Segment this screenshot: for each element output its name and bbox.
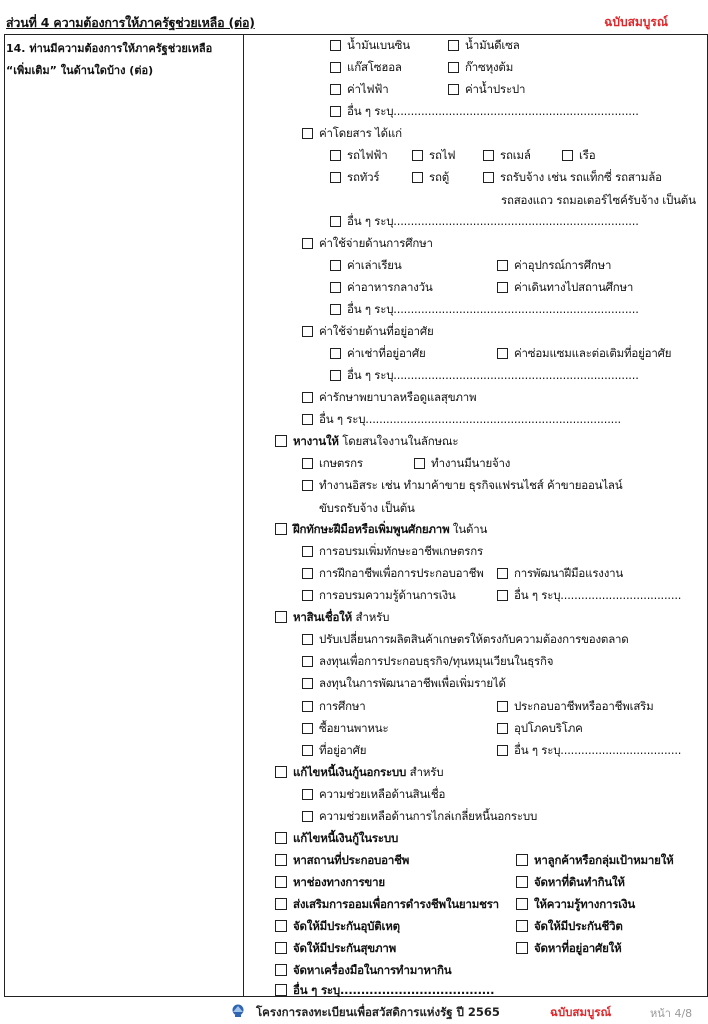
option-label: จัดหาที่ดินทำกินให้	[534, 874, 625, 889]
option-housing-expenses[interactable]	[302, 322, 434, 340]
option-health-insurance[interactable]	[275, 939, 396, 957]
option-label: จัดให้มีประกันสุขภาพ	[293, 940, 396, 955]
option-agri-training[interactable]	[302, 542, 483, 560]
option-electricity[interactable]	[330, 80, 388, 98]
option-farmer[interactable]	[302, 454, 363, 472]
option-appliances[interactable]	[497, 719, 583, 737]
checkbox[interactable]	[275, 854, 287, 866]
option-label: อื่น ๆ ระบุ...................................	[514, 742, 682, 757]
checkbox[interactable]	[275, 523, 287, 535]
checkbox[interactable]	[497, 260, 508, 271]
checkbox[interactable]	[302, 634, 313, 645]
option-side-job[interactable]	[497, 697, 654, 715]
option-label: ลงทุนเพื่อการประกอบธุรกิจ/ทุนหมุนเวียนในธุรกิจ	[319, 653, 554, 668]
option-label: การอบรมความรู้ด้านการเงิน	[319, 587, 456, 602]
checkbox[interactable]	[302, 480, 313, 491]
option-label: อื่น ๆ ระบุ.......................................................................	[347, 367, 639, 382]
checkbox[interactable]	[302, 789, 313, 800]
freelance-continued: ขับรถรับจ้าง เป็นต้น	[319, 501, 415, 515]
option-transport-fare[interactable]	[302, 124, 402, 142]
option-label: การพัฒนาฝีมือแรงงาน	[514, 565, 624, 580]
checkbox[interactable]	[275, 898, 287, 910]
checkbox[interactable]	[275, 876, 287, 888]
question-line-2: “เพิ่มเติม” ในด้านใดบ้าง (ต่อ)	[6, 64, 154, 77]
option-tuition[interactable]	[330, 256, 402, 274]
option-job-find[interactable]	[275, 432, 458, 450]
option-freelance[interactable]	[302, 476, 622, 494]
option-employee[interactable]	[414, 454, 510, 472]
government-seal-icon	[230, 1003, 246, 1019]
final-version-badge: ฉบับสมบูรณ์	[604, 15, 668, 29]
checkbox[interactable]	[483, 150, 494, 161]
option-workplace[interactable]	[275, 851, 409, 869]
option-sales-channel[interactable]	[275, 873, 385, 891]
option-label: จัดหาที่อยู่อาศัยให้	[534, 940, 622, 955]
checkbox[interactable]	[302, 458, 313, 469]
option-label: ค่าโดยสาร ได้แก่	[319, 125, 402, 140]
option-rent[interactable]	[330, 344, 426, 362]
option-label: ค่าเล่าเรียน	[347, 257, 402, 272]
checkbox[interactable]	[302, 723, 313, 734]
option-label-suffix: สำหรับ	[409, 764, 444, 779]
option-label: การอบรมเพิ่มทักษะอาชีพเกษตรกร	[319, 543, 483, 558]
checkbox[interactable]	[302, 238, 313, 249]
checkbox[interactable]	[330, 370, 341, 381]
option-medical[interactable]	[302, 388, 476, 406]
option-life-insurance[interactable]	[516, 917, 623, 935]
option-diesel[interactable]	[448, 36, 520, 54]
option-housing-provide[interactable]	[516, 939, 621, 957]
checkbox[interactable]	[275, 611, 287, 623]
option-label: หาสถานที่ประกอบอาชีพ	[293, 852, 410, 867]
option-informal-debt[interactable]	[275, 763, 443, 781]
checkbox[interactable]	[275, 964, 287, 976]
option-label: อื่น ๆ ระบุ.......................................................................	[347, 213, 639, 228]
footer-final-badge: ฉบับสมบูรณ์	[550, 1005, 612, 1019]
checkbox[interactable]	[330, 282, 341, 293]
checkbox[interactable]	[448, 62, 459, 73]
option-study-equipment[interactable]	[497, 256, 611, 274]
option-label: ก๊าซหุงต้ม	[465, 59, 514, 74]
option-label: ทำงานมีนายจ้าง	[431, 455, 511, 470]
checkbox[interactable]	[302, 811, 313, 822]
option-cost-other[interactable]	[302, 410, 621, 428]
option-label: ความช่วยเหลือด้านสินเชื่อ	[319, 786, 446, 801]
option-boat[interactable]	[562, 146, 595, 164]
option-label: ค่าอาหารกลางวัน	[347, 279, 433, 294]
option-label: ค่าซ่อมแซมและต่อเติมที่อยู่อาศัย	[514, 345, 672, 360]
option-label: ค่าไฟฟ้า	[347, 81, 389, 96]
option-label: ฝึกทักษะฝีมือหรือเพิ่มพูนศักยภาพ	[293, 521, 450, 536]
option-label: หางานให้	[293, 433, 339, 448]
option-label: ซื้อยานพาหนะ	[319, 720, 389, 735]
checkbox[interactable]	[497, 590, 508, 601]
option-label: ค่าใช้จ่ายด้านการศึกษา	[319, 235, 433, 250]
checkbox[interactable]	[497, 701, 508, 712]
page-number: หน้า 4/8	[650, 1007, 693, 1020]
option-label-suffix: สำหรับ	[355, 609, 390, 624]
checkbox[interactable]	[302, 678, 313, 689]
checkbox[interactable]	[562, 150, 573, 161]
option-label: รถเมล์	[500, 147, 531, 162]
option-skills-other[interactable]	[497, 586, 681, 604]
option-label: รถทัวร์	[347, 169, 380, 184]
checkbox[interactable]	[483, 172, 494, 183]
checkbox[interactable]	[302, 392, 313, 403]
option-label: อื่น ๆ ระบุ.......................................................................	[347, 301, 639, 316]
option-mediation[interactable]	[302, 807, 537, 825]
checkbox[interactable]	[330, 40, 341, 51]
option-label-suffix: ในด้าน	[452, 521, 488, 536]
option-label: ให้ความรู้ทางการเงิน	[534, 896, 636, 911]
option-travel-to-school[interactable]	[497, 278, 633, 296]
option-label: หาสินเชื่อให้	[293, 609, 352, 624]
option-cooking-gas[interactable]	[448, 58, 513, 76]
checkbox[interactable]	[302, 701, 313, 712]
option-benzene[interactable]	[330, 36, 410, 54]
checkbox[interactable]	[497, 723, 508, 734]
checkbox[interactable]	[414, 458, 425, 469]
hire-vehicle-continued: รถสองแถว รถมอเตอร์ไซค์รับจ้าง เป็นต้น	[501, 193, 696, 207]
option-tour-bus[interactable]	[330, 168, 379, 186]
option-label: รถรับจ้าง เช่น รถแท็กซี่ รถสามล้อ	[500, 169, 662, 184]
checkbox[interactable]	[330, 260, 341, 271]
option-label: อื่น ๆ ระบุ...................................	[514, 587, 682, 602]
option-label: รถไฟฟ้า	[347, 147, 388, 162]
option-hire-vehicle[interactable]	[483, 168, 662, 186]
checkbox[interactable]	[302, 745, 313, 756]
checkbox[interactable]	[302, 590, 313, 601]
option-label: ค่าเดินทางไปสถานศึกษา	[514, 279, 634, 294]
checkbox[interactable]	[497, 348, 508, 359]
option-label: ค่าอุปกรณ์การศึกษา	[514, 257, 612, 272]
checkbox[interactable]	[302, 414, 313, 425]
checkbox[interactable]	[330, 172, 341, 183]
option-label: ค่ารักษาพยาบาลหรือดูแลสุขภาพ	[319, 389, 477, 404]
option-tools[interactable]	[275, 961, 451, 979]
option-label: แก้ไขหนี้เงินกู้นอกระบบ	[293, 764, 407, 779]
option-label: ลงทุนในการพัฒนาอาชีพเพื่อเพิ่มรายได้	[319, 675, 506, 690]
option-label: ความช่วยเหลือด้านการไกล่เกลี่ยหนี้นอกระบบ	[319, 808, 538, 823]
option-label: อื่น ๆ ระบุ..........................................................................	[319, 411, 622, 426]
option-van[interactable]	[412, 168, 449, 186]
option-label: ค่าใช้จ่ายด้านที่อยู่อาศัย	[319, 323, 434, 338]
option-credit[interactable]	[275, 608, 389, 626]
checkbox[interactable]	[497, 745, 508, 756]
option-label: ทำงานอิสระ เช่น ทำมาค้าขาย ธุรกิจแฟรนไชส์ ค้าขายออนไลน์	[319, 477, 623, 492]
option-label: น้ำมันดีเซล	[465, 37, 520, 52]
option-career-invest[interactable]	[302, 674, 506, 692]
checkbox[interactable]	[448, 40, 459, 51]
option-label: หาลูกค้าหรือกลุ่มเป้าหมายให้	[534, 852, 674, 867]
option-education-other[interactable]	[330, 300, 639, 318]
project-title: โครงการลงทะเบียนเพื่อสวัสดิการแห่งรัฐ ปี 2565	[256, 1005, 500, 1019]
option-label: อุปโภคบริโภค	[514, 720, 583, 735]
option-train[interactable]	[412, 146, 455, 164]
option-label: ประกอบอาชีพหรืออาชีพเสริม	[514, 698, 654, 713]
checkbox[interactable]	[412, 172, 423, 183]
option-residence[interactable]	[302, 741, 366, 759]
checkbox[interactable]	[330, 62, 341, 73]
checkbox[interactable]	[275, 832, 287, 844]
checkbox[interactable]	[497, 282, 508, 293]
checkbox[interactable]	[516, 854, 528, 866]
option-business-invest[interactable]	[302, 652, 553, 670]
option-label: น้ำมันเบนซิน	[347, 37, 410, 52]
option-label: แก๊สโซฮอล	[347, 59, 402, 74]
option-mail-bus[interactable]	[483, 146, 531, 164]
option-labor-skill[interactable]	[497, 564, 623, 582]
option-housing-other[interactable]	[330, 366, 639, 384]
option-lunch[interactable]	[330, 278, 433, 296]
option-label: ค่าเช่าที่อยู่อาศัย	[347, 345, 426, 360]
checkbox[interactable]	[302, 568, 313, 579]
option-label: รถไฟ	[429, 147, 456, 162]
option-accident-insurance[interactable]	[275, 917, 400, 935]
option-production-change[interactable]	[302, 630, 629, 648]
option-vehicle[interactable]	[302, 719, 388, 737]
option-credit-assistance[interactable]	[302, 785, 445, 803]
option-label: การฝึกอาชีพเพื่อการประกอบอาชีพ	[319, 565, 484, 580]
option-label: จัดให้มีประกันอุบัติเหตุ	[293, 918, 400, 933]
checkbox[interactable]	[330, 84, 341, 95]
option-transport-other[interactable]	[330, 212, 639, 230]
checkbox[interactable]	[275, 942, 287, 954]
option-credit-other[interactable]	[497, 741, 681, 759]
checkbox[interactable]	[516, 876, 528, 888]
option-label: แก้ไขหนี้เงินกู้ในระบบ	[293, 830, 399, 845]
question-label	[6, 38, 238, 82]
checkbox[interactable]	[275, 984, 287, 996]
option-label: ปรับเปลี่ยนการผลิตสินค้าเกษตรให้ตรงกับความต้องการของตลาด	[319, 631, 629, 646]
option-customers[interactable]	[516, 851, 674, 869]
column-divider	[243, 34, 244, 996]
option-label: จัดหาเครื่องมือในการทำมาหากิน	[293, 962, 452, 977]
checkbox[interactable]	[516, 920, 528, 932]
option-credit-education[interactable]	[302, 697, 366, 715]
checkbox[interactable]	[275, 766, 287, 778]
checkbox[interactable]	[516, 898, 528, 910]
option-gasohol[interactable]	[330, 58, 402, 76]
option-label: เกษตรกร	[319, 455, 363, 470]
checkbox[interactable]	[448, 84, 459, 95]
section-title: ส่วนที่ 4 ความต้องการให้ภาครัฐช่วยเหลือ (ต่อ)	[6, 15, 255, 30]
checkbox[interactable]	[497, 568, 508, 579]
option-label: อื่น ๆ ระบุ.....................................	[293, 982, 495, 997]
checkbox[interactable]	[275, 920, 287, 932]
checkbox[interactable]	[302, 128, 313, 139]
option-label-suffix: โดยสนใจงานในลักษณะ	[342, 433, 459, 448]
option-final-other[interactable]	[275, 983, 494, 997]
option-energy-other[interactable]	[330, 102, 639, 120]
option-label: ค่าน้ำประปา	[465, 81, 526, 96]
option-label: ส่งเสริมการออมเพื่อการดำรงชีพในยามชรา	[293, 896, 499, 911]
checkbox[interactable]	[330, 304, 341, 315]
option-label: ที่อยู่อาศัย	[319, 742, 367, 757]
section-header	[4, 10, 708, 35]
option-career-training[interactable]	[302, 564, 484, 582]
option-formal-debt[interactable]	[275, 829, 398, 847]
checkbox[interactable]	[412, 150, 423, 161]
checkbox[interactable]	[302, 656, 313, 667]
option-skytrain[interactable]	[330, 146, 387, 164]
option-label: จัดให้มีประกันชีวิต	[534, 918, 623, 933]
checkbox[interactable]	[275, 435, 287, 447]
option-label: หาช่องทางการขาย	[293, 874, 385, 889]
checkbox[interactable]	[330, 348, 341, 359]
option-label: รถตู้	[429, 169, 450, 184]
option-finance-training[interactable]	[302, 586, 456, 604]
question-line-1: 14. ท่านมีความต้องการให้ภาครัฐช่วยเหลือ	[6, 42, 213, 55]
checkbox[interactable]	[302, 326, 313, 337]
option-label: การศึกษา	[319, 698, 366, 713]
option-water[interactable]	[448, 80, 525, 98]
checkbox[interactable]	[516, 942, 528, 954]
checkbox[interactable]	[330, 216, 341, 227]
option-education-expenses[interactable]	[302, 234, 433, 252]
option-finance-knowledge[interactable]	[516, 895, 635, 913]
option-label: เรือ	[579, 147, 596, 162]
option-label: อื่น ๆ ระบุ.......................................................................	[347, 103, 639, 118]
option-home-repair[interactable]	[497, 344, 671, 362]
option-skills[interactable]	[275, 520, 487, 538]
page-footer	[0, 996, 708, 1024]
option-farmland[interactable]	[516, 873, 625, 891]
option-savings[interactable]	[275, 895, 499, 913]
checkbox[interactable]	[330, 106, 341, 117]
checkbox[interactable]	[330, 150, 341, 161]
checkbox[interactable]	[302, 546, 313, 557]
